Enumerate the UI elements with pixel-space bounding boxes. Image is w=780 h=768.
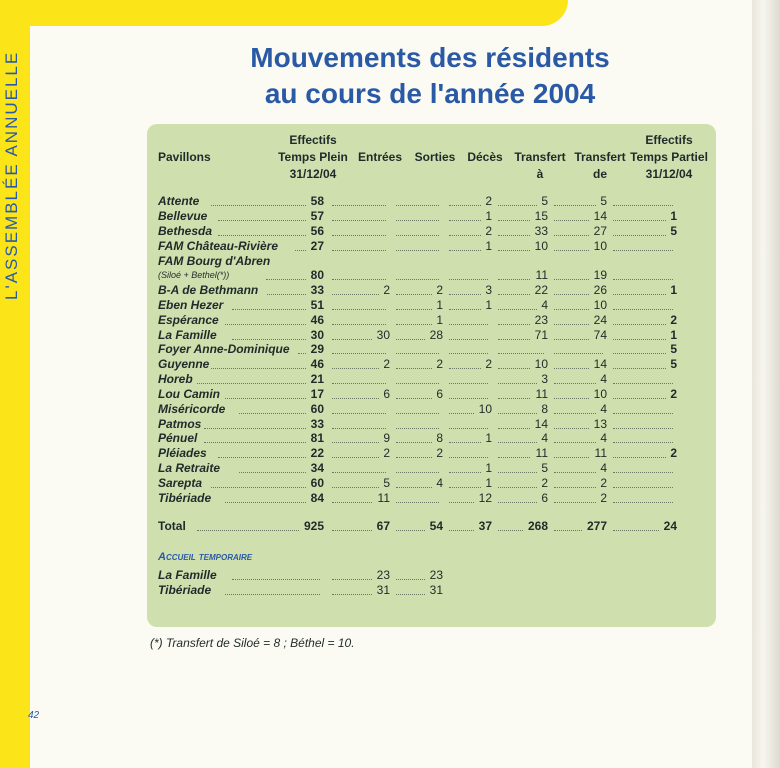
- dot-leader: [613, 279, 673, 280]
- cell-sorties: 31: [429, 583, 443, 597]
- cell-sorties: 8: [436, 431, 443, 445]
- yellow-top-band: [0, 0, 568, 26]
- cell-deces: 2: [485, 194, 492, 208]
- table-row: [158, 417, 708, 432]
- cell-entrees: 30: [376, 328, 390, 342]
- row-name: Total: [158, 519, 186, 533]
- footnote: (*) Transfert de Siloé = 8 ; Béthel = 10.: [150, 636, 355, 650]
- dot-leader: [613, 472, 673, 473]
- cell-tde: 4: [600, 402, 607, 416]
- cell-deces: 1: [485, 476, 492, 490]
- dot-leader: [449, 279, 488, 280]
- table-row: [158, 372, 708, 387]
- cell-tp: 60: [310, 402, 324, 416]
- cell-entrees: 11: [377, 491, 390, 505]
- dot-leader: [396, 279, 439, 280]
- cell-tpart: 2: [670, 446, 677, 460]
- cell-tp: 22: [310, 446, 324, 460]
- row-name: Pléiades: [158, 446, 207, 460]
- row-name: Eben Hezer: [158, 298, 224, 312]
- cell-deces: 37: [478, 519, 492, 533]
- title-line-2: au cours de l'année 2004: [264, 78, 596, 109]
- dot-leader: [613, 428, 673, 429]
- cell-entrees: 23: [376, 568, 390, 582]
- row-name: Miséricorde: [158, 402, 226, 416]
- table-row: [158, 283, 708, 298]
- page-title: [200, 40, 660, 112]
- cell-deces: 1: [485, 298, 492, 312]
- dot-leader: [498, 353, 544, 354]
- cell-tpart: 1: [670, 328, 677, 342]
- cell-entrees: 5: [383, 476, 390, 490]
- row-name: Attente: [158, 194, 200, 208]
- cell-tpart: 5: [670, 342, 677, 356]
- table-row: [158, 194, 708, 209]
- table-row: [158, 342, 708, 357]
- cell-tpart: 5: [670, 357, 677, 371]
- cell-deces: 2: [485, 224, 492, 238]
- dot-leader: [332, 472, 386, 473]
- cell-tde: 14: [593, 209, 607, 223]
- cell-ta: 71: [534, 328, 548, 342]
- cell-tp: 60: [310, 476, 324, 490]
- cell-tde: 14: [593, 357, 607, 371]
- dot-leader: [225, 594, 320, 595]
- row-name: Tibériade: [158, 491, 212, 505]
- cell-tp: 58: [310, 194, 324, 208]
- cell-deces: 2: [485, 357, 492, 371]
- dot-leader: [613, 502, 673, 503]
- cell-tp: 46: [310, 313, 324, 327]
- header-tde: Transfert de: [574, 150, 626, 181]
- cell-tpart: 2: [670, 313, 677, 327]
- cell-tde: 10: [593, 387, 607, 401]
- cell-tde: 2: [600, 476, 607, 490]
- dot-leader: [449, 353, 488, 354]
- dot-leader: [554, 353, 603, 354]
- cell-ta: 4: [541, 298, 548, 312]
- cell-tpart: 24: [663, 519, 677, 533]
- row-name: Foyer Anne-Dominique: [158, 342, 290, 356]
- row-name: Bethesda: [158, 224, 213, 238]
- dot-leader: [332, 220, 386, 221]
- cell-ta: 22: [534, 283, 548, 297]
- cell-tde: 74: [593, 328, 607, 342]
- cell-tp: 51: [310, 298, 324, 312]
- cell-entrees: 9: [383, 431, 390, 445]
- temp-row: [158, 568, 708, 583]
- dot-leader: [396, 235, 439, 236]
- row-name: La Retraite: [158, 461, 221, 475]
- cell-tp: 33: [310, 417, 324, 431]
- cell-entrees: 6: [383, 387, 390, 401]
- table-row: [158, 446, 708, 461]
- cell-tp: 925: [303, 519, 324, 533]
- cell-tp: 80: [310, 268, 324, 282]
- dot-leader: [613, 205, 673, 206]
- row-name: FAM Château-Rivière: [158, 239, 279, 253]
- row-name: Tibériade: [158, 583, 212, 597]
- dot-leader: [396, 205, 439, 206]
- cell-sorties: 1: [436, 298, 443, 312]
- cell-entrees: 67: [376, 519, 390, 533]
- row-name: Guyenne: [158, 357, 210, 371]
- dot-leader: [332, 250, 386, 251]
- dot-leader: [449, 324, 488, 325]
- cell-entrees: 31: [376, 583, 390, 597]
- table-row: [158, 491, 708, 506]
- cell-tpart: 2: [670, 387, 677, 401]
- cell-ta: 23: [534, 313, 548, 327]
- dot-leader: [449, 339, 488, 340]
- cell-tpart: 1: [670, 283, 677, 297]
- row-name: Patmos: [158, 417, 202, 431]
- cell-ta: 268: [527, 519, 548, 533]
- cell-sorties: 2: [436, 283, 443, 297]
- cell-tde: 4: [600, 431, 607, 445]
- cell-sorties: 4: [436, 476, 443, 490]
- row-name: Horeb: [158, 372, 193, 386]
- cell-tpart: 1: [670, 209, 677, 223]
- cell-tp: 30: [310, 328, 324, 342]
- cell-ta: 10: [534, 357, 548, 371]
- cell-ta: 10: [534, 239, 548, 253]
- dot-leader: [396, 353, 439, 354]
- book-gutter: [752, 0, 780, 768]
- dot-leader: [396, 472, 439, 473]
- row-name: La Famille: [158, 568, 217, 582]
- cell-tp: 29: [310, 342, 324, 356]
- table-row: [158, 254, 708, 269]
- cell-tde: 277: [586, 519, 607, 533]
- temp-row: [158, 583, 708, 598]
- table-row: [158, 224, 708, 239]
- dot-leader: [613, 442, 673, 443]
- page-number: 42: [28, 710, 40, 721]
- cell-tde: 19: [593, 268, 607, 282]
- cell-sorties: 28: [429, 328, 443, 342]
- cell-sorties: 54: [429, 519, 443, 533]
- cell-tpart: 5: [670, 224, 677, 238]
- cell-tp: 56: [310, 224, 324, 238]
- cell-tp: 84: [310, 491, 324, 505]
- header-sorties: Sorties: [414, 150, 456, 164]
- row-name: (Siloé + Bethel(*)): [158, 270, 230, 280]
- dot-leader: [613, 487, 673, 488]
- row-name: Lou Camin: [158, 387, 220, 401]
- total-row: [158, 519, 708, 534]
- cell-ta: 3: [541, 372, 548, 386]
- cell-tde: 24: [593, 313, 607, 327]
- dot-leader: [613, 250, 673, 251]
- dot-leader: [332, 309, 386, 310]
- section-title-accueil: Accueil temporaire: [158, 551, 253, 563]
- table-row: [158, 357, 708, 372]
- row-name: Sarepta: [158, 476, 203, 490]
- cell-sorties: 23: [429, 568, 443, 582]
- row-name: B-A de Bethmann: [158, 283, 259, 297]
- table-row: [158, 476, 708, 491]
- table-row: [158, 461, 708, 476]
- cell-tde: 2: [600, 491, 607, 505]
- cell-tde: 26: [593, 283, 607, 297]
- cell-ta: 5: [541, 194, 548, 208]
- cell-deces: 1: [485, 239, 492, 253]
- header-deces: Décès: [467, 150, 503, 164]
- cell-deces: 12: [478, 491, 492, 505]
- row-name: Bellevue: [158, 209, 208, 223]
- cell-tp: 21: [310, 372, 324, 386]
- cell-ta: 11: [535, 387, 548, 401]
- cell-tp: 17: [310, 387, 324, 401]
- cell-ta: 8: [541, 402, 548, 416]
- cell-tde: 4: [600, 372, 607, 386]
- table-row: [158, 209, 708, 224]
- header-pavillons: Pavillons: [158, 150, 211, 164]
- dot-leader: [613, 309, 673, 310]
- cell-ta: 11: [535, 268, 548, 282]
- dot-leader: [332, 235, 386, 236]
- table-row: [158, 298, 708, 313]
- cell-ta: 15: [534, 209, 548, 223]
- table-row: [158, 313, 708, 328]
- dot-leader: [449, 383, 488, 384]
- dot-leader: [613, 413, 673, 414]
- cell-sorties: 2: [436, 357, 443, 371]
- cell-deces: 1: [485, 209, 492, 223]
- cell-tde: 10: [593, 298, 607, 312]
- cell-deces: 10: [478, 402, 492, 416]
- row-name: Espérance: [158, 313, 219, 327]
- dot-leader: [449, 398, 488, 399]
- dot-leader: [396, 250, 439, 251]
- cell-tp: 46: [310, 357, 324, 371]
- cell-tde: 11: [594, 446, 607, 460]
- dot-leader: [332, 353, 386, 354]
- cell-ta: 11: [535, 446, 548, 460]
- row-name: La Famille: [158, 328, 217, 342]
- cell-tde: 5: [600, 194, 607, 208]
- dot-leader: [332, 205, 386, 206]
- cell-deces: 3: [485, 283, 492, 297]
- cell-tde: 10: [593, 239, 607, 253]
- cell-sorties: 1: [436, 313, 443, 327]
- header-ta: Transfert à: [514, 150, 566, 181]
- cell-sorties: 2: [436, 446, 443, 460]
- header-entrees: Entrées: [357, 150, 403, 164]
- cell-deces: 1: [485, 461, 492, 475]
- cell-sorties: 6: [436, 387, 443, 401]
- cell-ta: 33: [534, 224, 548, 238]
- row-name: Pénuel: [158, 431, 198, 445]
- cell-tp: 27: [310, 239, 324, 253]
- cell-deces: 1: [485, 431, 492, 445]
- dot-leader: [396, 383, 439, 384]
- cell-tp: 34: [310, 461, 324, 475]
- cell-entrees: 2: [383, 357, 390, 371]
- cell-ta: 6: [541, 491, 548, 505]
- table-row: [158, 239, 708, 254]
- table-row: [158, 402, 708, 417]
- cell-entrees: 2: [383, 446, 390, 460]
- dot-leader: [232, 579, 320, 580]
- row-name: FAM Bourg d'Abren: [158, 254, 271, 268]
- cell-tp: 33: [310, 283, 324, 297]
- dot-leader: [332, 324, 386, 325]
- table-row: [158, 431, 708, 446]
- dot-leader: [396, 220, 439, 221]
- dot-leader: [332, 279, 386, 280]
- dot-leader: [332, 413, 386, 414]
- table-row: [158, 387, 708, 402]
- title-line-1: Mouvements des résidents: [250, 42, 610, 73]
- cell-entrees: 2: [383, 283, 390, 297]
- dot-leader: [332, 383, 386, 384]
- cell-tde: 4: [600, 461, 607, 475]
- cell-tp: 57: [310, 209, 324, 223]
- header-tpart: Effectifs Temps Partiel 31/12/04: [630, 133, 708, 181]
- dot-leader: [613, 383, 673, 384]
- dot-leader: [396, 428, 439, 429]
- cell-ta: 14: [534, 417, 548, 431]
- dot-leader: [449, 428, 488, 429]
- cell-tde: 13: [593, 417, 607, 431]
- dot-leader: [396, 413, 439, 414]
- header-tp: Effectifs Temps Plein 31/12/04: [278, 133, 348, 181]
- dot-leader: [332, 428, 386, 429]
- cell-ta: 5: [541, 461, 548, 475]
- dot-leader: [449, 457, 488, 458]
- cell-tde: 27: [593, 224, 607, 238]
- cell-ta: 4: [541, 431, 548, 445]
- cell-ta: 2: [541, 476, 548, 490]
- cell-tp: 81: [310, 431, 324, 445]
- table-row: [158, 268, 708, 283]
- table-row: [158, 328, 708, 343]
- dot-leader: [396, 502, 439, 503]
- section-side-title: L'ASSEMBLÉE ANNUELLE: [2, 50, 21, 300]
